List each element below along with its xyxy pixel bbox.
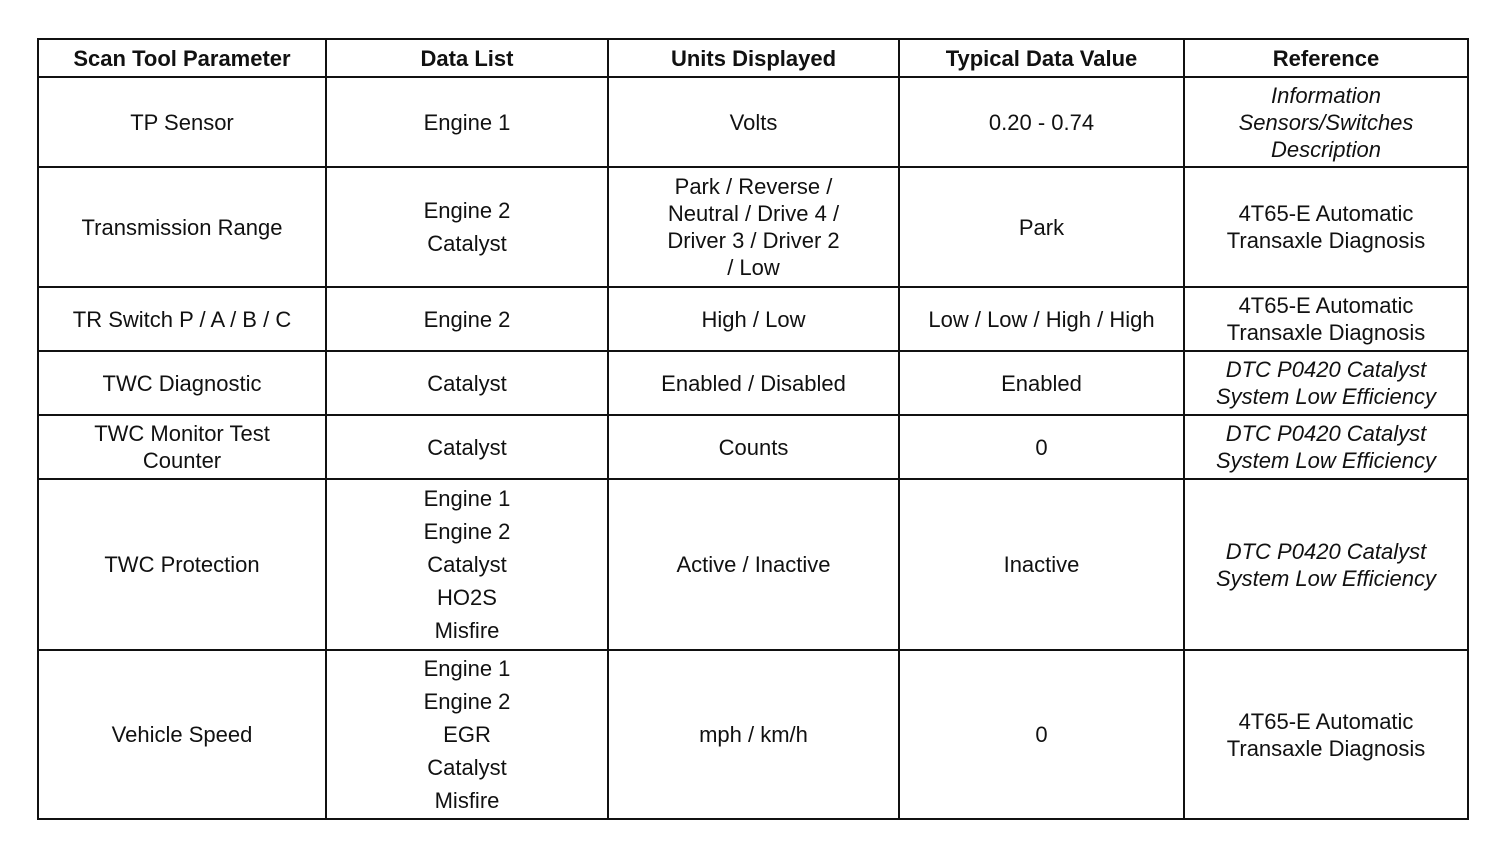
reference-line: System Low Efficiency: [1215, 565, 1437, 591]
scan-tool-data-table: [37, 38, 1469, 820]
typical-value-cell: Low / Low / High / High: [899, 287, 1184, 351]
table-body: [38, 77, 1468, 819]
reference-cell: [1184, 650, 1468, 819]
data-list-item: Engine 2: [423, 306, 511, 332]
parameter-cell: TR Switch P / A / B / C: [38, 287, 326, 351]
reference-line: 4T65-E Automatic: [1238, 293, 1414, 318]
data-list-item: Misfire: [434, 618, 500, 643]
parameter-cell: [38, 415, 326, 479]
units-cell: [608, 650, 899, 819]
reference-line: Description: [1270, 136, 1382, 162]
parameter-cell: TWC Diagnostic: [38, 351, 326, 415]
reference-cell: [1184, 351, 1468, 415]
table-row: [38, 351, 1468, 415]
reference-cell: [1184, 77, 1468, 167]
parameter-line: TWC Monitor Test: [94, 421, 270, 446]
table-row: [38, 77, 1468, 167]
reference-cell: [1184, 479, 1468, 650]
table-row: [38, 650, 1468, 819]
data-list-item: Misfire: [434, 788, 500, 813]
units-cell: [608, 351, 899, 415]
data-list-item: Engine 2: [423, 519, 511, 544]
units-cell: [608, 77, 899, 167]
units-line: / Low: [727, 255, 780, 280]
data-list-item: EGR: [443, 722, 491, 747]
typical-value-cell: 0: [899, 415, 1184, 479]
header-typical-data-value: Typical Data Value: [899, 39, 1184, 77]
typical-value-cell: 0.20 - 0.74: [899, 77, 1184, 167]
header-units-displayed: Units Displayed: [608, 39, 899, 77]
table-row: [38, 479, 1468, 650]
parameter-cell: Transmission Range: [38, 167, 326, 287]
parameter-cell: TWC Protection: [38, 479, 326, 650]
header-scan-tool-parameter: Scan Tool Parameter: [38, 39, 326, 77]
units-line: Enabled / Disabled: [661, 370, 846, 396]
reference-line: 4T65-E Automatic: [1238, 708, 1414, 734]
reference-line: Transaxle Diagnosis: [1226, 228, 1426, 253]
data-list-cell: [326, 415, 608, 479]
data-list-cell: [326, 650, 608, 819]
reference-line: DTC P0420 Catalyst: [1225, 421, 1427, 446]
units-line: High / Low: [701, 306, 806, 332]
data-list-cell: [326, 479, 608, 650]
units-line: Active / Inactive: [676, 552, 831, 577]
data-list-item: Engine 2: [423, 689, 511, 714]
data-list-item: Engine 1: [423, 109, 511, 135]
header-reference: Reference: [1184, 39, 1468, 77]
units-line: Volts: [729, 109, 778, 135]
header-row: [38, 39, 1468, 77]
data-list-item: Catalyst: [427, 552, 507, 577]
data-list-item: Catalyst: [427, 370, 507, 396]
reference-line: Sensors/Switches: [1238, 109, 1414, 135]
reference-line: System Low Efficiency: [1215, 448, 1437, 473]
table-row: [38, 287, 1468, 351]
reference-line: Transaxle Diagnosis: [1226, 320, 1426, 345]
data-list-item: Catalyst: [427, 755, 507, 780]
units-cell: [608, 479, 899, 650]
header-data-list: Data List: [326, 39, 608, 77]
table-header: [38, 39, 1468, 77]
typical-value-cell: Enabled: [899, 351, 1184, 415]
units-cell: [608, 415, 899, 479]
table-row: [38, 167, 1468, 287]
data-list-cell: [326, 77, 608, 167]
units-cell: [608, 287, 899, 351]
reference-line: Information: [1270, 82, 1382, 108]
reference-cell: [1184, 167, 1468, 287]
parameter-line: Counter: [142, 448, 222, 473]
data-list-item: Catalyst: [427, 434, 507, 460]
data-list-cell: [326, 287, 608, 351]
parameter-cell: TP Sensor: [38, 77, 326, 167]
reference-line: DTC P0420 Catalyst: [1225, 538, 1427, 564]
units-line: Counts: [718, 434, 789, 460]
table-row: [38, 415, 1468, 479]
units-cell: [608, 167, 899, 287]
data-list-cell: [326, 351, 608, 415]
reference-line: Transaxle Diagnosis: [1226, 735, 1426, 761]
data-list-item: Engine 1: [423, 486, 511, 511]
units-line: Driver 3 / Driver 2: [667, 228, 840, 253]
typical-value-cell: Inactive: [899, 479, 1184, 650]
reference-cell: [1184, 415, 1468, 479]
reference-line: System Low Efficiency: [1215, 384, 1437, 409]
typical-value-cell: 0: [899, 650, 1184, 819]
typical-value-cell: Park: [899, 167, 1184, 287]
data-list-item: Engine 2: [423, 198, 511, 223]
units-line: Park / Reverse /: [674, 174, 833, 199]
reference-cell: [1184, 287, 1468, 351]
reference-line: DTC P0420 Catalyst: [1225, 357, 1427, 382]
parameter-cell: Vehicle Speed: [38, 650, 326, 819]
reference-line: 4T65-E Automatic: [1238, 201, 1414, 226]
units-line: mph / km/h: [699, 722, 808, 747]
data-list-item: Engine 1: [423, 656, 511, 681]
data-list-cell: [326, 167, 608, 287]
units-line: Neutral / Drive 4 /: [667, 201, 840, 226]
data-list-item: HO2S: [437, 585, 497, 610]
data-list-item: Catalyst: [427, 231, 507, 256]
